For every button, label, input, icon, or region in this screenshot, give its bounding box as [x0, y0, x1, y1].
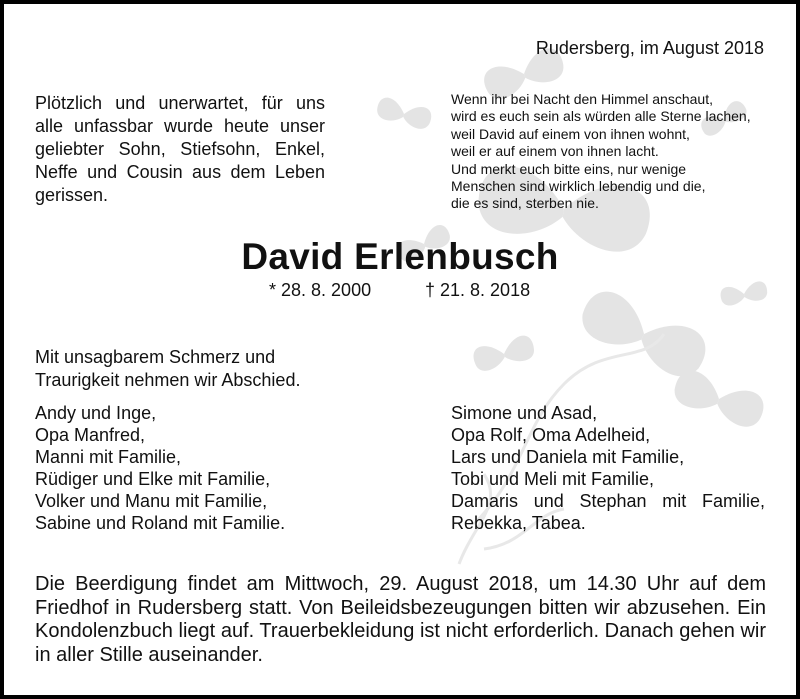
poem [451, 91, 791, 213]
butterfly-icon [719, 280, 768, 307]
farewell-text [35, 346, 300, 392]
butterfly-icon [471, 333, 537, 373]
mourner-entry: Rebekka, Tabea. [451, 513, 586, 533]
poem-line: Und merkt euch bitte eins, nur wenige [451, 160, 687, 177]
poem-line: wird es euch sein als würden alle Sterne lachen, [451, 108, 751, 125]
mourner-entry: Manni mit Familie, [35, 447, 182, 467]
poem-line: weil David auf einem von ihnen wohnt, [451, 125, 690, 142]
deceased-name: David Erlenbusch [241, 236, 559, 277]
mourner-entry: Simone und Asad, [451, 403, 598, 423]
poem-line: die es sind, sterben nie. [451, 195, 599, 212]
mourner-entry: Opa Rolf, Oma Adelheid, [451, 425, 651, 445]
farewell-line: Traurigkeit nehmen wir Abschied. [35, 370, 301, 390]
poem-line: Menschen sind wirklich lebendig und die, [451, 178, 706, 195]
mourner-entry: Volker und Manu mit Familie, [35, 491, 268, 511]
mourner-entry: Sabine und Roland mit Familie. [35, 513, 286, 533]
mourner-entry: Damaris und Stephan mit Familie, [451, 491, 765, 511]
poem-line: Wenn ihr bei Nacht den Himmel anschaut, [451, 91, 713, 107]
butterfly-icon [575, 284, 713, 384]
mourner-entry: Rüdiger und Elke mit Familie, [35, 469, 271, 489]
place-date: Rudersberg, im August 2018 [535, 38, 764, 58]
poem-line: weil er auf einem von ihnen lacht. [451, 143, 659, 160]
farewell-line: Mit unsagbarem Schmerz und [35, 347, 276, 367]
butterfly-icon [375, 96, 434, 132]
intro-text: Plötzlich und unerwartet, für uns alle unfassbar wurde heute unser geliebter Sohn, Stiefsohn, Enkel, Neffe und Cousin aus dem Leben gerissen. [35, 93, 325, 205]
mourners-left [35, 402, 285, 534]
mourners-right [451, 402, 765, 534]
mourner-entry: Andy und Inge, [35, 403, 157, 423]
mourner-entry: Opa Manfred, [35, 425, 146, 445]
mourner-entry: Tobi und Meli mit Familie, [451, 469, 655, 489]
birth-date: * 28. 8. 2000 [269, 280, 372, 300]
mourner-entry: Lars und Daniela mit Familie, [451, 447, 685, 467]
funeral-details: Die Beerdigung findet am Mittwoch, 29. August 2018, um 14.30 Uhr auf dem Friedhof in Rudersberg statt. Von Beileidsbezeugungen bitten wir abzusehen. Ein Kondolenzbuch liegt auf. Trauerbekleidung ist nicht erforderlich. Danach gehen wir in aller Stille auseinander. [35, 573, 766, 666]
death-date: † 21. 8. 2018 [425, 280, 531, 300]
